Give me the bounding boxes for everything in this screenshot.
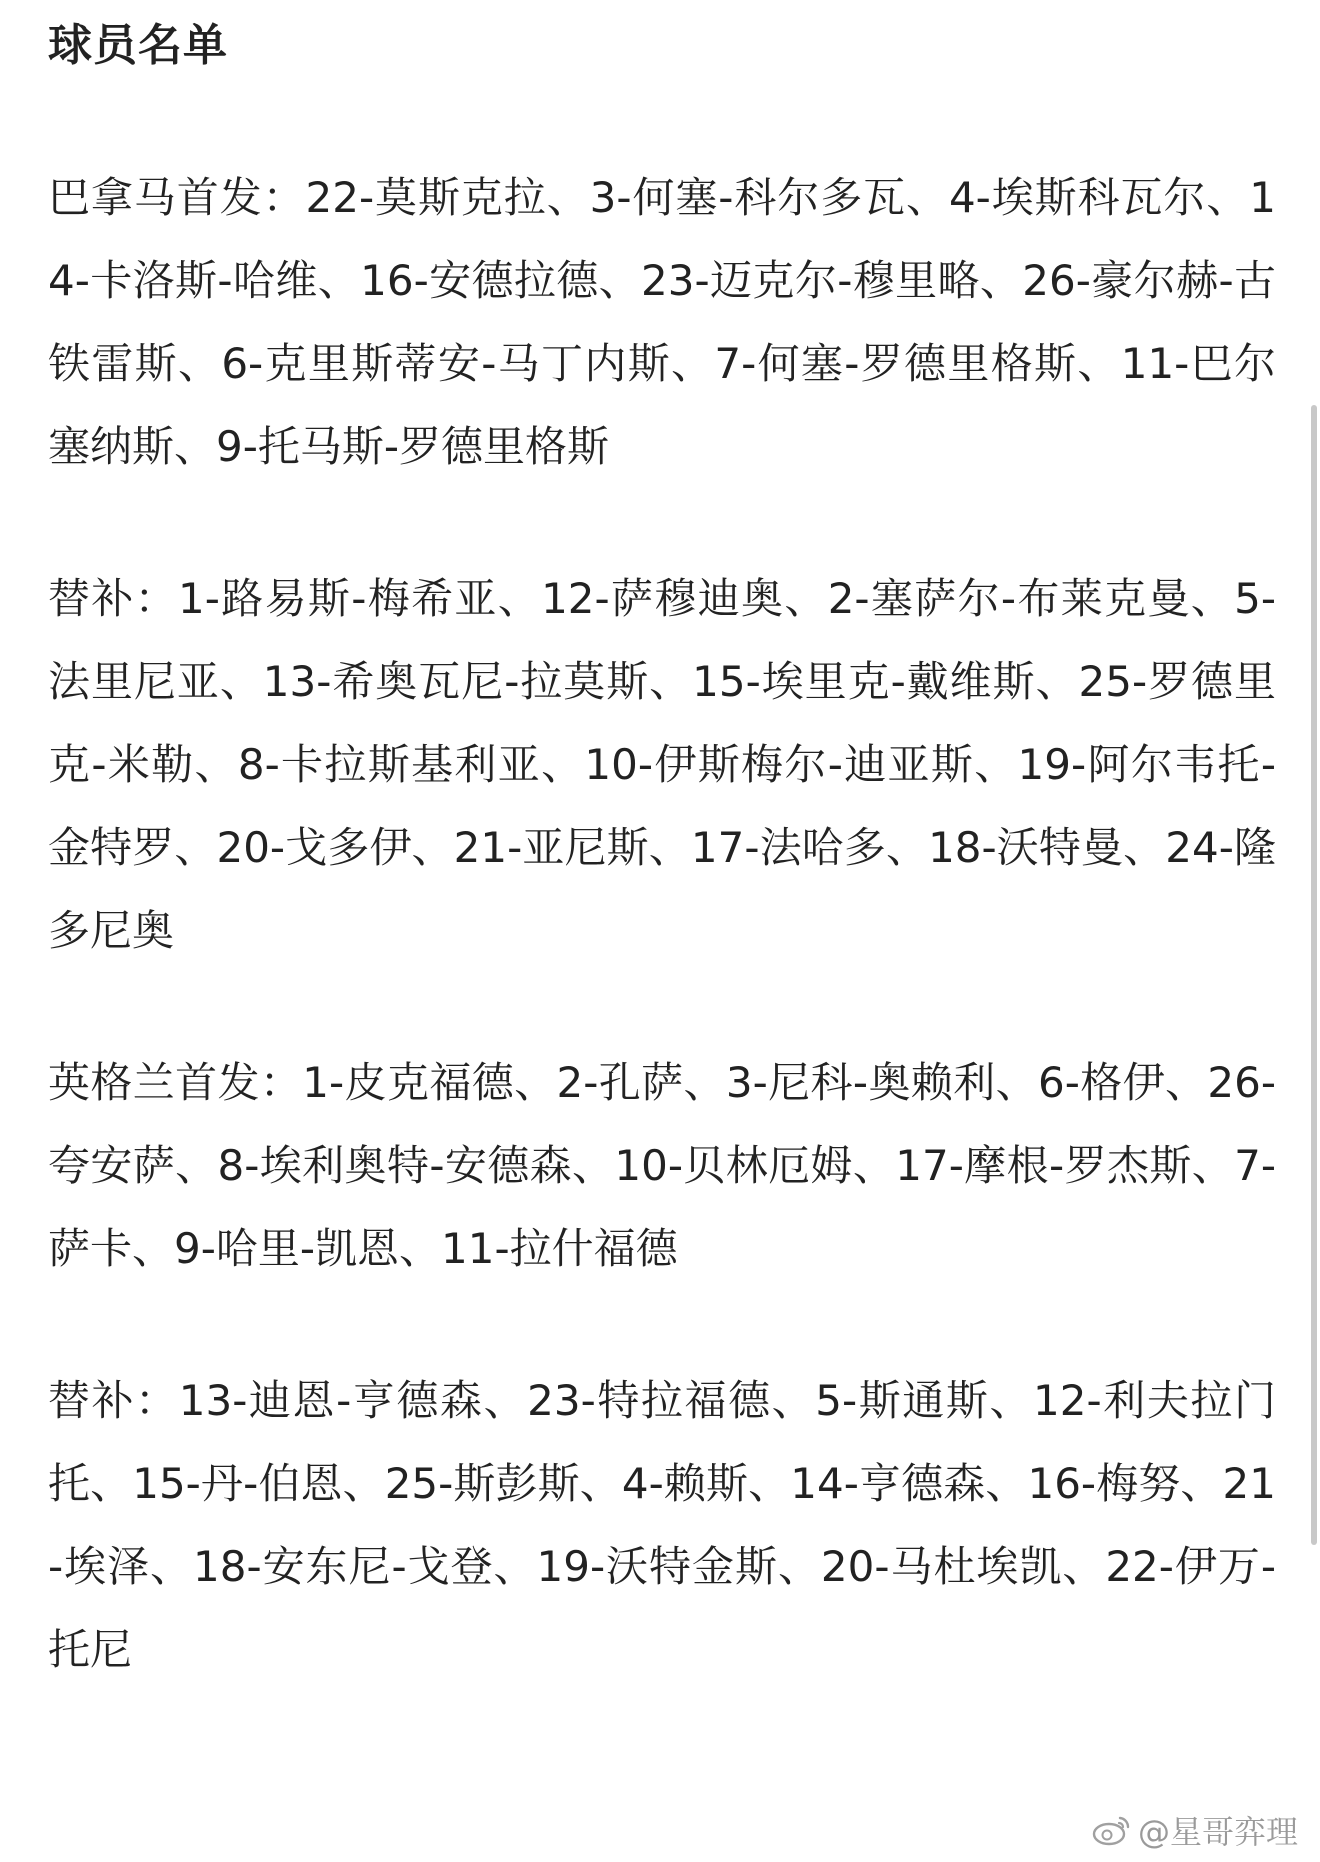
vertical-scrollbar[interactable]: [1311, 405, 1317, 1545]
england-substitutes: 替补：13-迪恩-亨德森、23-特拉福德、5-斯通斯、12-利夫拉门托、15-丹-伯恩、25-斯彭斯、4-赖斯、14-亨德森、16-梅努、21-埃泽、18-安东尼-戈登、19-沃特金斯、20-马杜埃凯、22-伊万-托尼: [48, 1376, 1276, 1674]
weibo-logo-icon: [1092, 1813, 1132, 1847]
watermark-text: @星哥弈理: [1137, 1813, 1298, 1851]
page-title: 球员名单: [48, 20, 228, 71]
document-body: [48, 0, 1276, 1691]
panama-starting-lineup: 巴拿马首发：22-莫斯克拉、3-何塞-科尔多瓦、4-埃斯科瓦尔、14-卡洛斯-哈维、16-安德拉德、23-迈克尔-穆里略、26-豪尔赫-古铁雷斯、6-克里斯蒂安-马丁内斯、7-何塞-罗德里格斯、11-巴尔塞纳斯、9-托马斯-罗德里格斯: [48, 173, 1276, 471]
panama-substitutes: 替补：1-路易斯-梅希亚、12-萨穆迪奥、2-塞萨尔-布莱克曼、5-法里尼亚、13-希奥瓦尼-拉莫斯、15-埃里克-戴维斯、25-罗德里克-米勒、8-卡拉斯基利亚、10-伊斯梅尔-迪亚斯、19-阿尔韦托-金特罗、20-戈多伊、21-亚尼斯、17-法哈多、18-沃特曼、24-隆多尼奥: [48, 574, 1276, 955]
england-starting-lineup: 英格兰首发：1-皮克福德、2-孔萨、3-尼科-奥赖利、6-格伊、26-夸安萨、8-埃利奥特-安德森、10-贝林厄姆、17-摩根-罗杰斯、7-萨卡、9-哈里-凯恩、11-拉什福德: [48, 1058, 1276, 1273]
watermark: [1092, 1808, 1298, 1852]
